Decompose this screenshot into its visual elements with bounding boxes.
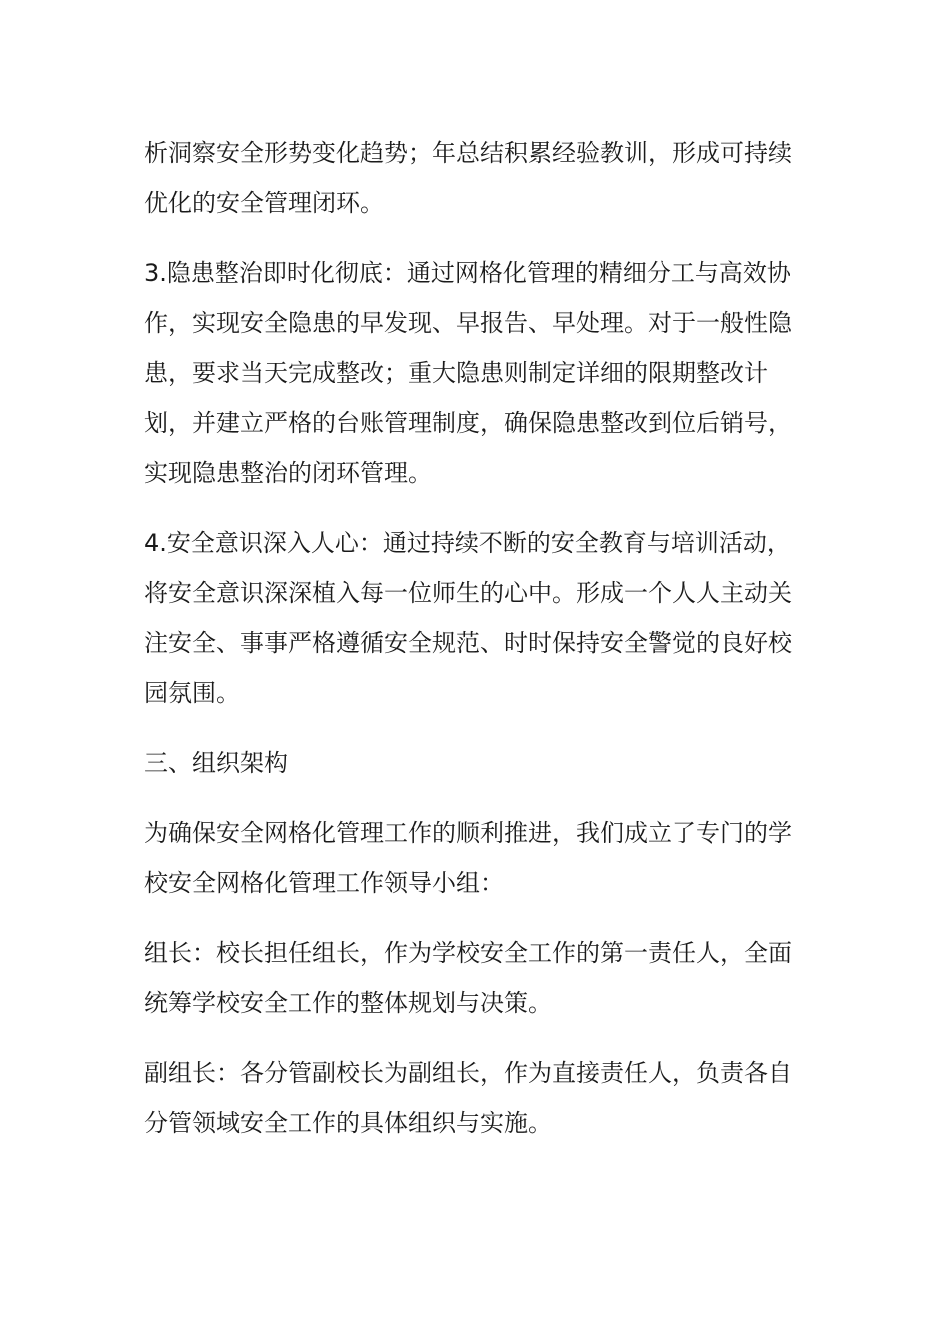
paragraph-leadership-group: 为确保安全网格化管理工作的顺利推进，我们成立了专门的学校安全网格化管理工作领导小组：: [144, 819, 792, 897]
paragraph-deputy-leader: 副组长：各分管副校长为副组长，作为直接责任人，负责各自分管领域安全工作的具体组织与实施。: [144, 1059, 792, 1137]
section-heading-organization: 三、组织架构: [144, 749, 288, 777]
paragraph-trend-analysis: 析洞察安全形势变化趋势；年总结积累经验教训，形成可持续优化的安全管理闭环。: [144, 139, 792, 217]
paragraph-hazard-rectification: 3.隐患整治即时化彻底：通过网格化管理的精细分工与高效协作，实现安全隐患的早发现、早报告、早处理。对于一般性隐患，要求当天完成整改；重大隐患则制定详细的限期整改计划，并建立严格的台账管理制度，确保隐患整改到位后销号，实现隐患整治的闭环管理。: [144, 259, 792, 487]
paragraph-group-leader: 组长：校长担任组长，作为学校安全工作的第一责任人，全面统筹学校安全工作的整体规划与决策。: [144, 939, 792, 1017]
document-body: [144, 128, 808, 1168]
paragraph-safety-awareness: 4.安全意识深入人心：通过持续不断的安全教育与培训活动，将安全意识深深植入每一位师生的心中。形成一个人人主动关注安全、事事严格遵循安全规范、时时保持安全警觉的良好校园氛围。: [144, 529, 792, 707]
